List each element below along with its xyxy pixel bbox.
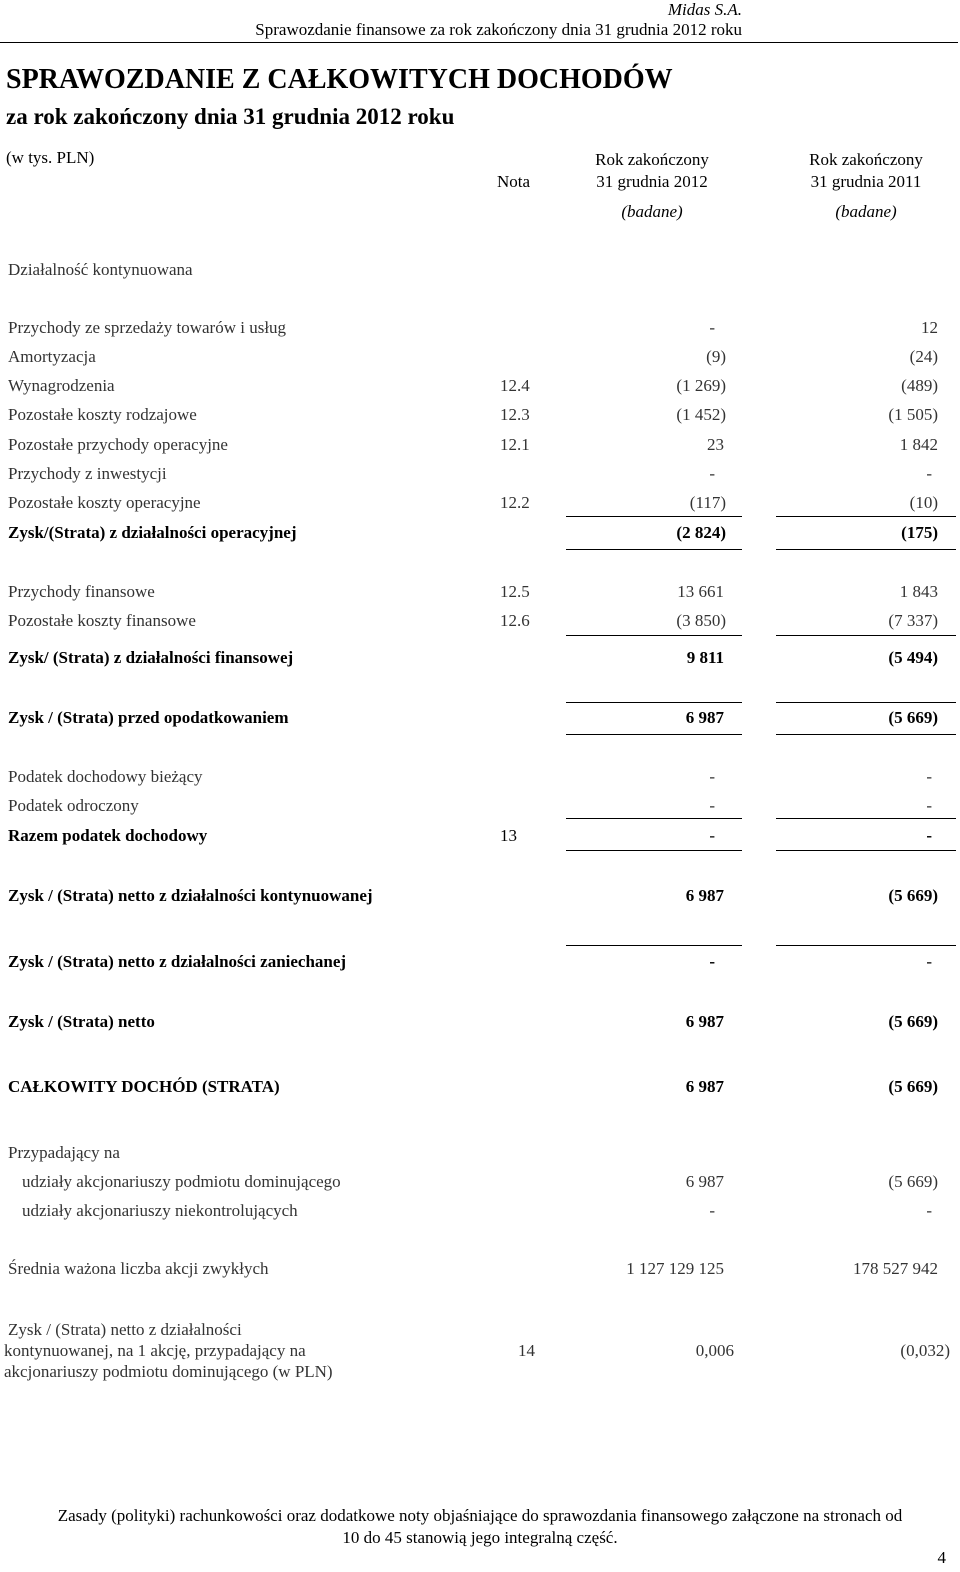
subtotal-rule	[776, 945, 956, 946]
row-value-2011: -	[926, 767, 932, 786]
row-label: Podatek dochodowy bieżący	[8, 767, 203, 786]
row-label: Pozostałe koszty rodzajowe	[8, 405, 197, 424]
row-value-2011: (175)	[901, 523, 938, 542]
table-row	[0, 582, 960, 604]
row-note: 12.6	[500, 611, 530, 630]
table-row	[0, 611, 960, 633]
row-value-2011: -	[926, 952, 932, 971]
statement-subtitle: za rok zakończony dnia 31 grudnia 2012 roku	[6, 104, 455, 129]
row-value-2012: 6 987	[685, 886, 724, 905]
row-value-2011: (5 669)	[888, 708, 938, 727]
row-label: udziały akcjonariuszy niekontrolujących	[22, 1201, 298, 1220]
table-row-subtotal	[0, 648, 960, 670]
row-value-2012: (1 269)	[676, 376, 726, 395]
col-2011-header-line1: Rok zakończony	[809, 150, 923, 169]
row-label: Zysk / (Strata) netto z działalności kontynuowanej	[8, 886, 373, 905]
row-value-2011: 1 842	[899, 435, 938, 454]
row-label: Przychody ze sprzedaży towarów i usług	[8, 318, 287, 337]
row-note: 12.2	[500, 493, 530, 512]
row-label: Pozostałe koszty operacyjne	[8, 493, 201, 512]
row-note: 12.4	[500, 376, 530, 395]
row-note: 12.3	[500, 405, 530, 424]
row-label: Pozostałe koszty finansowe	[8, 611, 196, 630]
eps-value-2012: 0,006	[695, 1341, 734, 1360]
table-row-subtotal	[0, 886, 960, 908]
row-value-2011: 1 843	[899, 582, 938, 601]
page-number: 4	[937, 1548, 946, 1567]
footer-line2: 10 do 45 stanowią jego integralną część.	[342, 1528, 618, 1547]
footer-line1: Zasady (polityki) rachunkowości oraz dodatkowe noty objaśniające do sprawozdania finansowego załączone na stronach od	[57, 1506, 903, 1525]
row-label: Zysk / (Strata) netto z działalności zaniechanej	[8, 952, 347, 971]
row-label: Zysk/ (Strata) z działalności finansowej	[8, 648, 294, 667]
row-value-2011: (5 669)	[888, 1012, 938, 1031]
subtotal-rule	[566, 549, 742, 550]
row-label: Amortyzacja	[8, 347, 96, 366]
row-value-2011: (7 337)	[888, 611, 938, 630]
table-row-subtotal	[0, 826, 960, 848]
row-value-2012: -	[709, 464, 715, 483]
eps-value-2011: (0,032)	[900, 1341, 950, 1360]
row-label: Przychody z inwestycji	[8, 464, 167, 483]
eps-label-line2: kontynuowanej, na 1 akcję, przypadający na	[4, 1341, 306, 1360]
subtotal-rule	[776, 734, 956, 735]
table-row-subtotal	[0, 708, 960, 730]
subtotal-rule	[776, 818, 956, 819]
row-value-2012: 6 987	[685, 708, 724, 727]
table-row	[0, 435, 960, 457]
row-value-2012: -	[709, 826, 715, 845]
table-row	[0, 1172, 960, 1194]
row-value-2011: (489)	[901, 376, 938, 395]
header-company: Midas S.A.	[667, 0, 742, 19]
eps-note: 14	[518, 1341, 535, 1360]
table-row-subtotal	[0, 523, 960, 545]
note-column-header: Nota	[497, 172, 531, 191]
col-2012-header-line1: Rok zakończony	[595, 150, 709, 169]
row-value-2012: 9 811	[686, 648, 724, 667]
subtotal-rule	[776, 850, 956, 851]
row-note: 12.5	[500, 582, 530, 601]
table-row	[0, 376, 960, 398]
table-row	[0, 318, 960, 340]
row-value-2012: 13 661	[677, 582, 724, 601]
row-value-2012: -	[709, 318, 715, 337]
subtotal-rule	[566, 734, 742, 735]
row-value-2011: (5 669)	[888, 1172, 938, 1191]
table-row	[0, 493, 960, 515]
row-value-2011: (24)	[909, 347, 938, 366]
row-label: udziały akcjonariuszy podmiotu dominującego	[22, 1172, 341, 1191]
table-row-subtotal	[0, 1012, 960, 1034]
subtotal-rule	[776, 635, 956, 636]
subtotal-rule	[776, 516, 956, 517]
subtotal-rule	[776, 702, 956, 703]
header-divider	[0, 42, 958, 43]
row-value-2012: (1 452)	[676, 405, 726, 424]
subtotal-rule	[566, 945, 742, 946]
row-value-2012: -	[709, 952, 715, 971]
row-value-2011: -	[926, 1201, 932, 1220]
row-value-2012: 6 987	[685, 1012, 724, 1031]
row-label: Podatek odroczony	[8, 796, 139, 815]
row-value-2011: (5 669)	[888, 886, 938, 905]
table-row-total	[0, 1077, 960, 1099]
subtotal-rule	[566, 702, 742, 703]
row-label: Pozostałe przychody operacyjne	[8, 435, 228, 454]
row-label: Zysk/(Strata) z działalności operacyjnej	[8, 523, 297, 542]
row-note: 13	[500, 826, 517, 845]
row-value-2012: -	[709, 1201, 715, 1220]
table-row	[0, 464, 960, 486]
attributable-heading-row	[0, 1143, 960, 1165]
row-value-2012: (3 850)	[676, 611, 726, 630]
row-label: Przychody finansowe	[8, 582, 155, 601]
row-value-2012: -	[709, 767, 715, 786]
unit-label: (w tys. PLN)	[6, 148, 95, 167]
row-value-2012: (117)	[689, 493, 726, 512]
row-value-2011: -	[926, 796, 932, 815]
subtotal-rule	[566, 516, 742, 517]
row-value-2011: -	[926, 464, 932, 483]
row-value-2012: (9)	[706, 347, 726, 366]
eps-label-line3: akcjonariuszy podmiotu dominującego (w PLN)	[4, 1362, 333, 1381]
row-value-2011: 178 527 942	[853, 1259, 938, 1278]
header-report-title: Sprawozdanie finansowe za rok zakończony dnia 31 grudnia 2012 roku	[255, 20, 742, 39]
row-value-2011: (1 505)	[888, 405, 938, 424]
row-label: Zysk / (Strata) przed opodatkowaniem	[8, 708, 289, 727]
row-label: Zysk / (Strata) netto	[8, 1012, 155, 1031]
col-2012-status: (badane)	[621, 202, 683, 221]
section-continuing-operations: Działalność kontynuowana	[8, 260, 193, 279]
row-label: CAŁKOWITY DOCHÓD (STRATA)	[8, 1077, 280, 1096]
statement-title: SPRAWOZDANIE Z CAŁKOWITYCH DOCHODÓW	[6, 64, 673, 95]
table-row	[0, 347, 960, 369]
row-label: Razem podatek dochodowy	[8, 826, 208, 845]
table-row-subtotal	[0, 952, 960, 974]
table-row	[0, 1201, 960, 1223]
col-2012-header-line2: 31 grudnia 2012	[596, 172, 708, 191]
row-value-2012: 23	[707, 435, 724, 454]
footer-note	[0, 1505, 960, 1549]
row-value-2012: (2 824)	[676, 523, 726, 542]
col-2011-header-line2: 31 grudnia 2011	[810, 172, 922, 191]
row-label: Średnia ważona liczba akcji zwykłych	[8, 1259, 269, 1278]
subtotal-rule	[776, 549, 956, 550]
subtotal-rule	[566, 850, 742, 851]
eps-label-line1: Zysk / (Strata) netto z działalności	[8, 1320, 242, 1339]
row-value-2011: -	[926, 826, 932, 845]
row-value-2012: 6 987	[685, 1172, 724, 1191]
row-value-2011: (5 669)	[888, 1077, 938, 1096]
row-value-2011: (5 494)	[888, 648, 938, 667]
subtotal-rule	[566, 635, 742, 636]
table-row	[0, 796, 960, 818]
row-value-2011: 12	[921, 318, 938, 337]
row-label: Wynagrodzenia	[8, 376, 115, 395]
row-value-2012: -	[709, 796, 715, 815]
row-value-2012: 6 987	[685, 1077, 724, 1096]
table-row	[0, 405, 960, 427]
attributable-heading: Przypadający na	[8, 1143, 120, 1162]
row-value-2011: (10)	[909, 493, 938, 512]
row-value-2012: 1 127 129 125	[626, 1259, 724, 1278]
col-2011-status: (badane)	[835, 202, 897, 221]
row-note: 12.1	[500, 435, 530, 454]
table-row-shares	[0, 1259, 960, 1281]
subtotal-rule	[566, 818, 742, 819]
table-row	[0, 767, 960, 789]
